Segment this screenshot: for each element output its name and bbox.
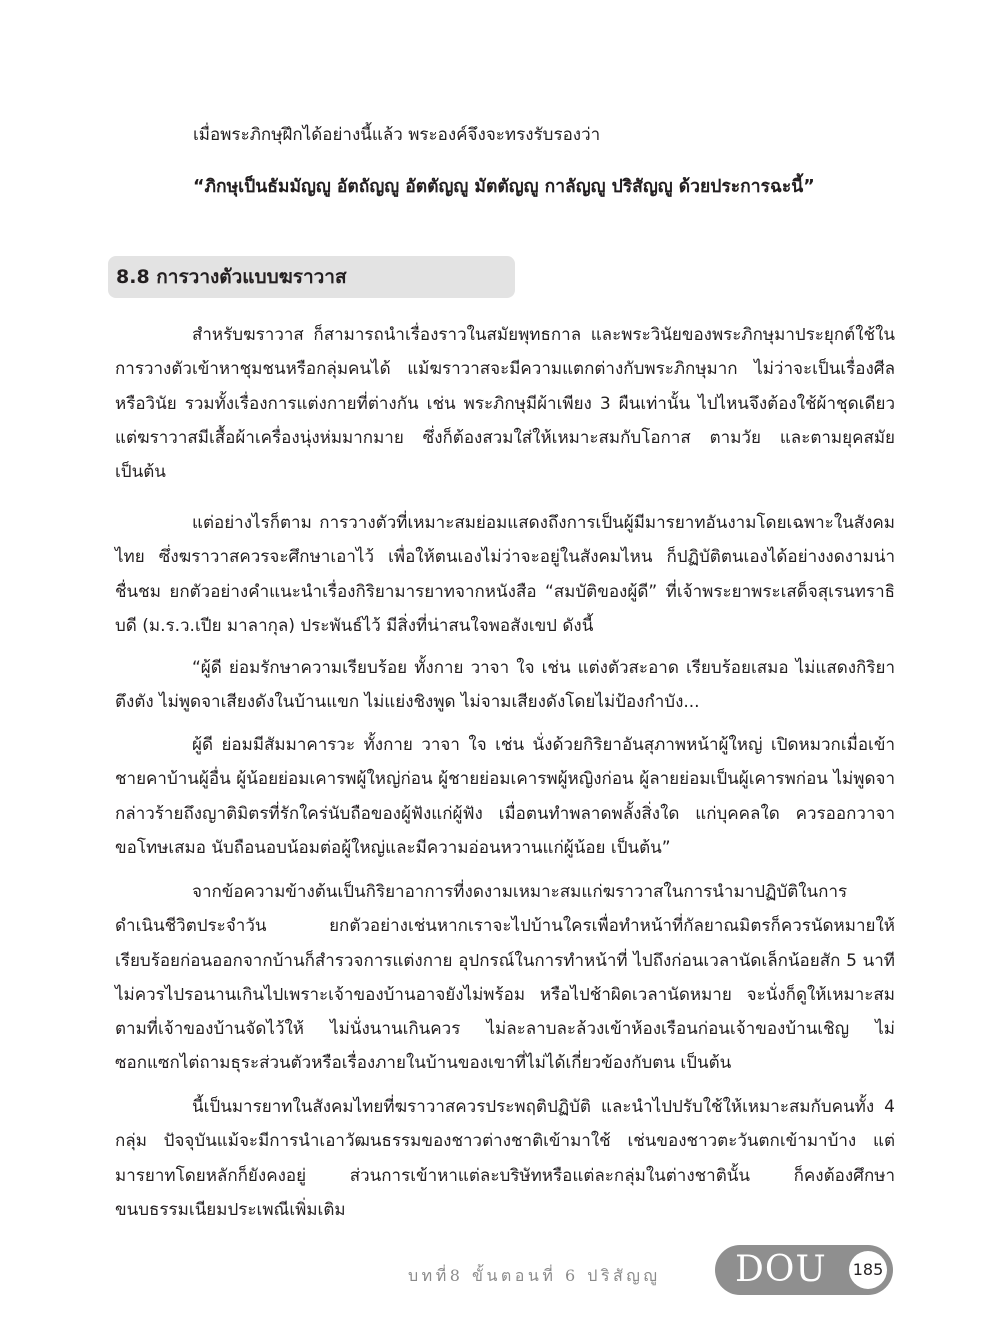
paragraph-2: แต่อย่างไรก็ตาม การวางตัวที่เหมาะสมย่อมแสดงถึงการเป็นผู้มีมารยาทอันงามโดยเฉพาะในสังคมไทย ซึ่งฆราวาสควรจะศึกษาเอาไว้ เพื่อให้ตนเองไม่ว่าจะอยู่ในสังคมไหน ก็ปฏิบัติตนเองได้อย่างงดงามน่าชื่นชม ยกตัวอย่างคำแนะนำเรื่องกิริยามารยาทจากหนังสือ “สมบัติของผู้ดี” ที่เจ้าพระยาพระเสด็จสุเรนทราธิบดี (ม.ร.ว.เปีย มาลากุล) ประพันธ์ไว้ มีสิ่งที่น่าสนใจพอสังเขป ดังนี้: [115, 513, 895, 636]
paragraph-5: จากข้อความข้างต้นเป็นกิริยาอาการที่งดงามเหมาะสมแก่ฆราวาสในการนำมาปฏิบัติในการดำเนินชีวิตประจำวัน ยกตัวอย่างเช่นหากเราจะไปบ้านใครเพื่อทำหน้าที่กัลยาณมิตรก็ควรนัดหมายให้เรียบร้อยก่อนออกจากบ้านก็สำรวจการแต่งกาย อุปกรณ์ในการทำหน้าที่ ไปถึงก่อนเวลานัดเล็กน้อยสัก 5 นาที ไม่ควรไปรอนานเกินไปเพราะเจ้าของบ้านอาจยังไม่พร้อม หรือไปช้าผิดเวลานัดหมาย จะนั่งก็ดูให้เหมาะสมตามที่เจ้าของบ้านจัดไว้ให้ ไม่นั่งนานเกินควร ไม่ละลาบละล้วงเข้าห้องเรือนก่อนเจ้าของบ้านเชิญ ไม่ซอกแซกไต่ถามธุระส่วนตัวหรือเรื่องภายในบ้านของเขาที่ไม่ได้เกี่ยวข้องกับตน เป็นต้น: [115, 882, 895, 1074]
dou-logo: [715, 1245, 893, 1295]
page-number: 185: [849, 1251, 887, 1289]
section-title: 8.8 การวางตัวแบบฆราวาส: [116, 266, 347, 288]
bold-quote: “ภิกษุเป็นธัมมัญญู อัตถัญญู อัตตัญญู มัตตัญญู กาลัญญู ปริสัญญู ด้วยประการฉะนี้”: [193, 177, 815, 197]
paragraph-6: นี้เป็นมารยาทในสังคมไทยที่ฆราวาสควรประพฤติปฏิบัติ และนำไปปรับใช้ให้เหมาะสมกับคนทั้ง 4 กลุ่ม ปัจจุบันแม้จะมีการนำเอาวัฒนธรรมของชาวต่างชาติเข้ามาใช้ เช่นของชาวตะวันตกเข้ามาบ้าง แต่มารยาทโดยหลักก็ยังคงอยู่ ส่วนการเข้าหาแต่ละบริษัทหรือแต่ละกลุ่มในต่างชาตินั้น ก็คงต้องศึกษาขนบธรรมเนียมประเพณีเพิ่มเติม: [115, 1097, 895, 1220]
paragraph-4-quote: ผู้ดี ย่อมมีสัมมาคารวะ ทั้งกาย วาจา ใจ เช่น นั่งด้วยกิริยาอันสุภาพหน้าผู้ใหญ่ เปิดหมวกเมื่อเข้าชายคาบ้านผู้อื่น ผู้น้อยย่อมเคารพผู้ใหญ่ก่อน ผู้ชายย่อมเคารพผู้หญิงก่อน ผู้ลายย่อมเป็นผู้เคารพก่อน ไม่พูดจากล่าวร้ายถึงญาติมิตรที่รักใคร่นับถือของผู้ฟังแก่ผู้ฟัง เมื่อตนทำพลาดพลั้งสิ่งใด แก่บุคคลใด ควรออกวาจาขอโทษเสมอ นับถือนอบน้อมต่อผู้ใหญ่และมีความอ่อนหวานแก่ผู้น้อย เป็นต้น”: [115, 735, 895, 858]
section-heading-bar: [108, 256, 515, 298]
paragraph-3-quote: “ผู้ดี ย่อมรักษาความเรียบร้อย ทั้งกาย วาจา ใจ เช่น แต่งตัวสะอาด เรียบร้อยเสมอ ไม่แสดงกิริยาตึงตัง ไม่พูดจาเสียงดังในบ้านแขก ไม่แย่งชิงพูด ไม่จามเสียงดังโดยไม่ป้องกำบัง...: [115, 658, 895, 713]
paragraph-1: สำหรับฆราวาส ก็สามารถนำเรื่องราวในสมัยพุทธกาล และพระวินัยของพระภิกษุมาประยุกต์ใช้ในการวางตัวเข้าหาชุมชนหรือกลุ่มคนได้ แม้ฆราวาสจะมีความแตกต่างกับพระภิกษุมาก ไม่ว่าจะเป็นเรื่องศีล หรือวินัย รวมทั้งเรื่องการแต่งกายที่ต่างกัน เช่น พระภิกษุมีผ้าเพียง 3 ผืนเท่านั้น ไปไหนจึงต้องใช้ผ้าชุดเดียว แต่ฆราวาสมีเสื้อผ้าเครื่องนุ่งห่มมากมาย ซึ่งก็ต้องสวมใส่ให้เหมาะสมกับโอกาส ตามวัย และตามยุคสมัย เป็นต้น: [115, 325, 895, 483]
footer-chapter-label: บทที่8 ขั้นตอนที่ 6 ปริสัญญู: [408, 1266, 661, 1285]
dou-logo-text: DOU: [735, 1249, 827, 1290]
intro-line: เมื่อพระภิกษุฝึกได้อย่างนี้แล้ว พระองค์จึงจะทรงรับรองว่า: [193, 125, 601, 145]
